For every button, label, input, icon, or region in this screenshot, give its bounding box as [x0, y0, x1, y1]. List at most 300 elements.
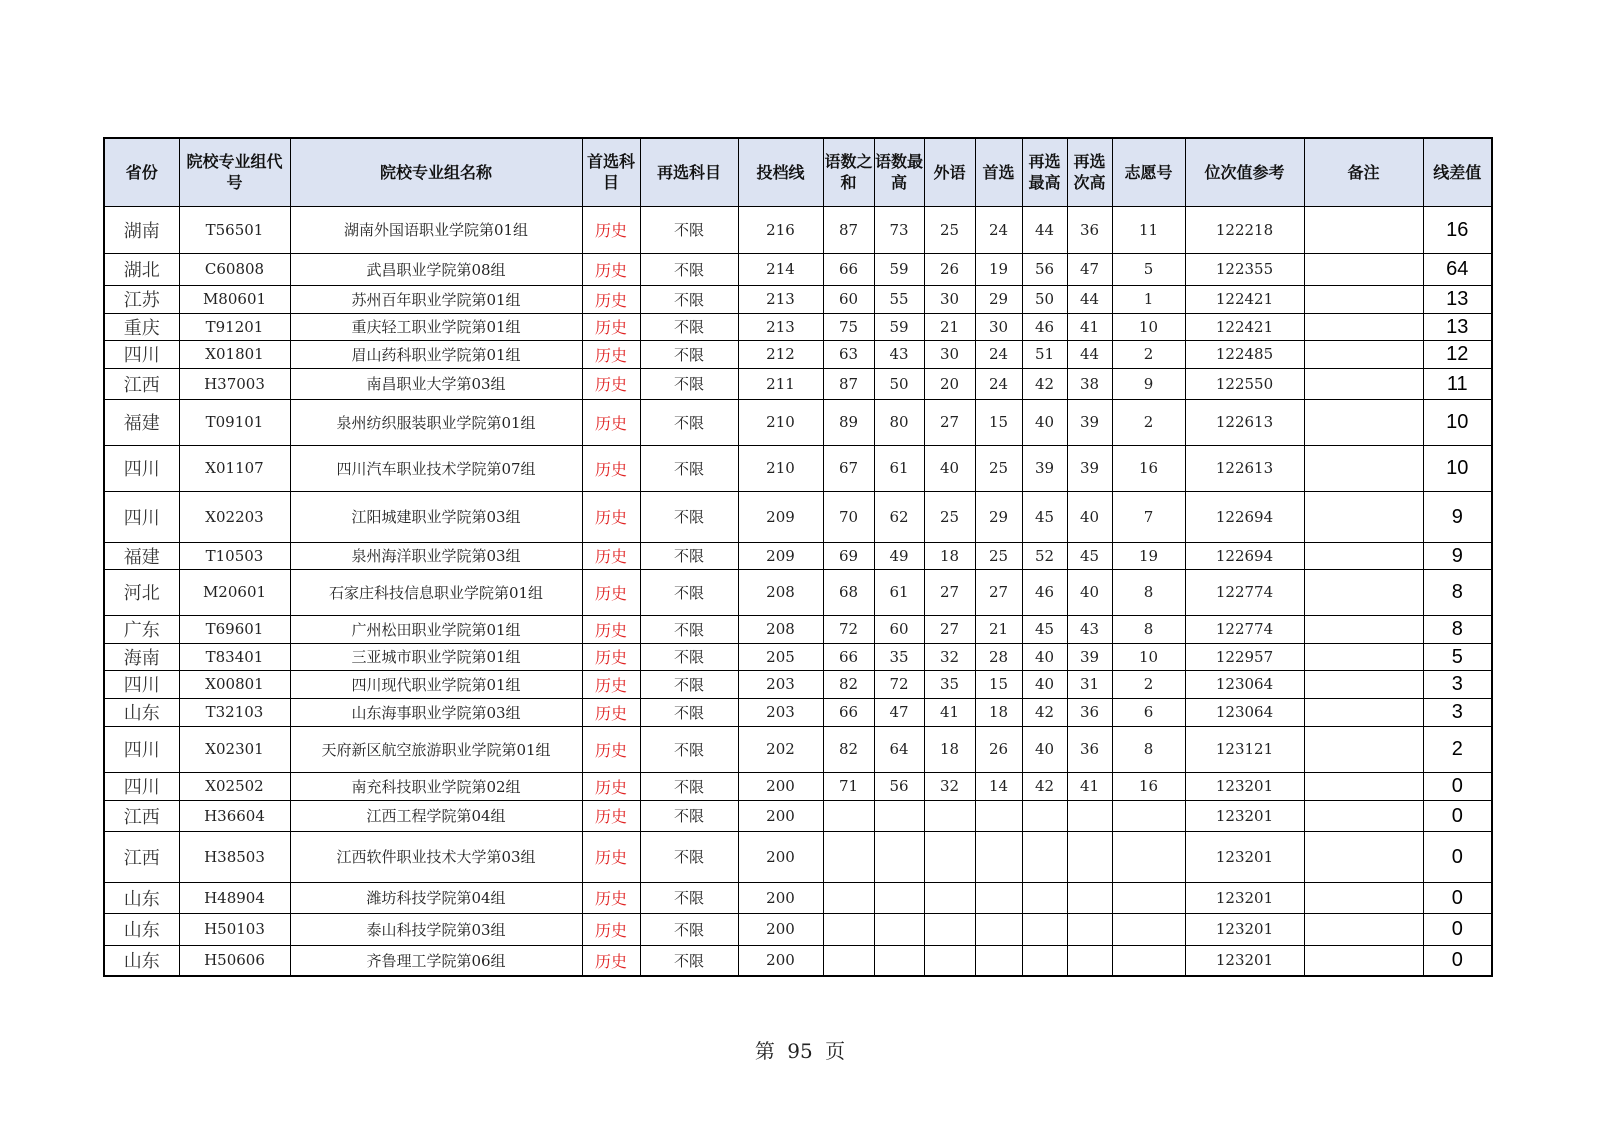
cell-group-name: 山东海事职业学院第03组	[290, 698, 582, 726]
header-first: 首选	[975, 138, 1022, 206]
cell-second-max: 46	[1022, 313, 1067, 340]
header-row	[104, 138, 1492, 206]
cell-yushu-max: 49	[874, 542, 924, 569]
cell-second-subject: 不限	[640, 206, 738, 253]
cell-second-next: 40	[1067, 569, 1112, 615]
cell-cutoff: 209	[738, 491, 823, 542]
cell-second-subject: 不限	[640, 643, 738, 670]
cell-second-subject: 不限	[640, 569, 738, 615]
cell-foreign: 41	[924, 698, 975, 726]
cell-province: 四川	[104, 670, 179, 698]
cell-yushu-sum: 66	[823, 698, 874, 726]
cell-rank-ref: 122957	[1185, 643, 1304, 670]
cell-group-code: M80601	[179, 285, 290, 313]
header-group-name: 院校专业组名称	[290, 138, 582, 206]
cell-second-next	[1067, 800, 1112, 831]
cell-first-subject: 历史	[582, 491, 640, 542]
cell-group-name: 江西软件职业技术大学第03组	[290, 831, 582, 882]
cell-second-subject: 不限	[640, 800, 738, 831]
cell-rank-ref: 122485	[1185, 340, 1304, 368]
cell-rank-ref: 123201	[1185, 800, 1304, 831]
cell-second-next: 36	[1067, 206, 1112, 253]
cell-province: 四川	[104, 491, 179, 542]
cell-yushu-max: 72	[874, 670, 924, 698]
cell-group-code: H37003	[179, 368, 290, 399]
cell-province: 海南	[104, 643, 179, 670]
cell-first-subject: 历史	[582, 340, 640, 368]
cell-line-diff: 0	[1423, 913, 1492, 945]
cell-group-code: X00801	[179, 670, 290, 698]
admission-table	[103, 137, 1493, 977]
cell-second-subject: 不限	[640, 615, 738, 643]
cell-second-max: 42	[1022, 698, 1067, 726]
cell-second-subject: 不限	[640, 285, 738, 313]
cell-cutoff: 200	[738, 831, 823, 882]
cell-second-subject: 不限	[640, 253, 738, 285]
cell-foreign: 32	[924, 643, 975, 670]
cell-yushu-max: 55	[874, 285, 924, 313]
cell-first-subject: 历史	[582, 772, 640, 800]
cell-cutoff: 202	[738, 726, 823, 772]
cell-choice-no	[1112, 913, 1185, 945]
cell-group-name: 广州松田职业学院第01组	[290, 615, 582, 643]
cell-remarks	[1304, 368, 1423, 399]
cell-group-name: 三亚城市职业学院第01组	[290, 643, 582, 670]
cell-remarks	[1304, 831, 1423, 882]
cell-rank-ref: 122355	[1185, 253, 1304, 285]
cell-group-name: 南充科技职业学院第02组	[290, 772, 582, 800]
cell-second-subject: 不限	[640, 542, 738, 569]
cell-second-subject: 不限	[640, 445, 738, 491]
cell-first: 28	[975, 643, 1022, 670]
cell-yushu-max	[874, 800, 924, 831]
cell-second-next: 39	[1067, 399, 1112, 445]
cell-cutoff: 200	[738, 945, 823, 976]
cell-choice-no: 11	[1112, 206, 1185, 253]
cell-foreign	[924, 945, 975, 976]
cell-second-subject: 不限	[640, 368, 738, 399]
cell-second-max: 44	[1022, 206, 1067, 253]
cell-rank-ref: 122613	[1185, 399, 1304, 445]
header-yushu-max: 语数最高	[874, 138, 924, 206]
cell-first-subject: 历史	[582, 445, 640, 491]
cell-province: 江西	[104, 800, 179, 831]
cell-rank-ref: 123201	[1185, 882, 1304, 913]
cell-remarks	[1304, 542, 1423, 569]
cell-yushu-sum: 63	[823, 340, 874, 368]
cell-group-name: 重庆轻工职业学院第01组	[290, 313, 582, 340]
cell-second-next: 36	[1067, 698, 1112, 726]
cell-line-diff: 9	[1423, 542, 1492, 569]
cell-choice-no: 8	[1112, 615, 1185, 643]
table-row	[104, 285, 1492, 313]
cell-yushu-max: 61	[874, 445, 924, 491]
cell-foreign: 35	[924, 670, 975, 698]
cell-remarks	[1304, 882, 1423, 913]
cell-yushu-sum: 69	[823, 542, 874, 569]
table-row	[104, 698, 1492, 726]
cell-line-diff: 0	[1423, 882, 1492, 913]
cell-line-diff: 0	[1423, 772, 1492, 800]
table-row	[104, 615, 1492, 643]
cell-remarks	[1304, 726, 1423, 772]
cell-second-next: 47	[1067, 253, 1112, 285]
cell-remarks	[1304, 800, 1423, 831]
cell-second-next: 31	[1067, 670, 1112, 698]
cell-foreign: 20	[924, 368, 975, 399]
cell-first-subject: 历史	[582, 945, 640, 976]
cell-yushu-sum: 87	[823, 368, 874, 399]
cell-second-max: 45	[1022, 491, 1067, 542]
cell-first-subject: 历史	[582, 368, 640, 399]
cell-yushu-sum	[823, 945, 874, 976]
cell-first: 25	[975, 542, 1022, 569]
cell-province: 湖北	[104, 253, 179, 285]
cell-group-code: X02502	[179, 772, 290, 800]
cell-yushu-sum: 66	[823, 253, 874, 285]
cell-rank-ref: 122218	[1185, 206, 1304, 253]
cell-foreign: 30	[924, 340, 975, 368]
cell-line-diff: 2	[1423, 726, 1492, 772]
cell-remarks	[1304, 698, 1423, 726]
header-choice-no: 志愿号	[1112, 138, 1185, 206]
cell-group-name: 湖南外国语职业学院第01组	[290, 206, 582, 253]
cell-first-subject: 历史	[582, 913, 640, 945]
cell-first: 27	[975, 569, 1022, 615]
cell-province: 湖南	[104, 206, 179, 253]
cell-first	[975, 945, 1022, 976]
cell-choice-no	[1112, 831, 1185, 882]
cell-line-diff: 3	[1423, 698, 1492, 726]
page-number: 第 95 页	[754, 1039, 846, 1063]
header-second-next: 再选次高	[1067, 138, 1112, 206]
cell-cutoff: 203	[738, 670, 823, 698]
cell-yushu-sum	[823, 831, 874, 882]
cell-remarks	[1304, 399, 1423, 445]
cell-line-diff: 13	[1423, 285, 1492, 313]
cell-yushu-max: 60	[874, 615, 924, 643]
cell-rank-ref: 123064	[1185, 670, 1304, 698]
cell-yushu-sum: 68	[823, 569, 874, 615]
cell-line-diff: 13	[1423, 313, 1492, 340]
cell-yushu-max: 56	[874, 772, 924, 800]
cell-rank-ref: 122421	[1185, 285, 1304, 313]
cell-line-diff: 3	[1423, 670, 1492, 698]
cell-second-subject: 不限	[640, 772, 738, 800]
cell-choice-no: 6	[1112, 698, 1185, 726]
cell-second-max: 45	[1022, 615, 1067, 643]
cell-rank-ref: 123201	[1185, 772, 1304, 800]
cell-second-subject: 不限	[640, 313, 738, 340]
cell-line-diff: 10	[1423, 399, 1492, 445]
table-row	[104, 368, 1492, 399]
cell-group-code: H38503	[179, 831, 290, 882]
cell-first: 19	[975, 253, 1022, 285]
cell-province: 四川	[104, 340, 179, 368]
cell-line-diff: 10	[1423, 445, 1492, 491]
cell-yushu-max: 62	[874, 491, 924, 542]
table-row	[104, 253, 1492, 285]
cell-cutoff: 208	[738, 615, 823, 643]
cell-second-next: 45	[1067, 542, 1112, 569]
cell-second-max: 40	[1022, 399, 1067, 445]
cell-remarks	[1304, 670, 1423, 698]
cell-choice-no: 2	[1112, 340, 1185, 368]
cell-first: 24	[975, 206, 1022, 253]
cell-first: 15	[975, 670, 1022, 698]
cell-second-subject: 不限	[640, 882, 738, 913]
cell-first: 26	[975, 726, 1022, 772]
cell-first: 21	[975, 615, 1022, 643]
cell-line-diff: 16	[1423, 206, 1492, 253]
table-row	[104, 445, 1492, 491]
cell-first: 24	[975, 340, 1022, 368]
cell-rank-ref: 122774	[1185, 615, 1304, 643]
cell-group-code: T91201	[179, 313, 290, 340]
cell-first: 29	[975, 491, 1022, 542]
header-rank-ref: 位次值参考	[1185, 138, 1304, 206]
cell-line-diff: 9	[1423, 491, 1492, 542]
cell-group-name: 泉州海洋职业学院第03组	[290, 542, 582, 569]
cell-second-subject: 不限	[640, 698, 738, 726]
cell-foreign: 18	[924, 542, 975, 569]
cell-first-subject: 历史	[582, 542, 640, 569]
header-second-subject: 再选科目	[640, 138, 738, 206]
cell-second-max: 46	[1022, 569, 1067, 615]
cell-first-subject: 历史	[582, 831, 640, 882]
header-second-max: 再选最高	[1022, 138, 1067, 206]
cell-second-max	[1022, 800, 1067, 831]
table-row	[104, 491, 1492, 542]
cell-remarks	[1304, 913, 1423, 945]
cell-province: 四川	[104, 772, 179, 800]
cell-first-subject: 历史	[582, 253, 640, 285]
table-row	[104, 569, 1492, 615]
cell-second-subject: 不限	[640, 913, 738, 945]
cell-province: 福建	[104, 399, 179, 445]
cell-group-code: H50103	[179, 913, 290, 945]
cell-group-name: 泰山科技学院第03组	[290, 913, 582, 945]
cell-second-next: 41	[1067, 772, 1112, 800]
cell-cutoff: 212	[738, 340, 823, 368]
cell-foreign: 30	[924, 285, 975, 313]
cell-cutoff: 216	[738, 206, 823, 253]
cell-first: 18	[975, 698, 1022, 726]
cell-second-max	[1022, 945, 1067, 976]
cell-yushu-max: 43	[874, 340, 924, 368]
cell-group-code: T32103	[179, 698, 290, 726]
cell-yushu-sum: 82	[823, 670, 874, 698]
cell-choice-no: 5	[1112, 253, 1185, 285]
cell-province: 山东	[104, 698, 179, 726]
cell-group-name: 泉州纺织服装职业学院第01组	[290, 399, 582, 445]
cell-province: 江西	[104, 368, 179, 399]
cell-second-max: 40	[1022, 670, 1067, 698]
header-yushu-sum: 语数之和	[823, 138, 874, 206]
cell-rank-ref: 123201	[1185, 945, 1304, 976]
table-row	[104, 882, 1492, 913]
cell-foreign: 26	[924, 253, 975, 285]
cell-second-subject: 不限	[640, 340, 738, 368]
cell-yushu-max	[874, 882, 924, 913]
cell-rank-ref: 123121	[1185, 726, 1304, 772]
cell-choice-no: 8	[1112, 569, 1185, 615]
cell-second-subject: 不限	[640, 945, 738, 976]
cell-second-next: 36	[1067, 726, 1112, 772]
cell-foreign	[924, 800, 975, 831]
cell-second-subject: 不限	[640, 726, 738, 772]
cell-second-next: 44	[1067, 340, 1112, 368]
cell-province: 四川	[104, 445, 179, 491]
table-row	[104, 726, 1492, 772]
header-group-code: 院校专业组代号	[179, 138, 290, 206]
cell-remarks	[1304, 285, 1423, 313]
cell-line-diff: 5	[1423, 643, 1492, 670]
cell-yushu-max: 80	[874, 399, 924, 445]
cell-yushu-max	[874, 831, 924, 882]
cell-province: 河北	[104, 569, 179, 615]
table-body	[104, 206, 1492, 976]
cell-second-next: 44	[1067, 285, 1112, 313]
table-row	[104, 772, 1492, 800]
cell-group-code: T69601	[179, 615, 290, 643]
cell-yushu-sum: 72	[823, 615, 874, 643]
cell-second-max: 42	[1022, 368, 1067, 399]
cell-foreign: 40	[924, 445, 975, 491]
cell-yushu-sum: 89	[823, 399, 874, 445]
cell-second-subject: 不限	[640, 399, 738, 445]
cell-cutoff: 200	[738, 882, 823, 913]
cell-group-code: H36604	[179, 800, 290, 831]
cell-foreign: 18	[924, 726, 975, 772]
cell-province: 山东	[104, 882, 179, 913]
cell-cutoff: 200	[738, 913, 823, 945]
cell-province: 江西	[104, 831, 179, 882]
cell-cutoff: 208	[738, 569, 823, 615]
cell-choice-no: 10	[1112, 313, 1185, 340]
cell-foreign: 25	[924, 206, 975, 253]
cell-rank-ref: 122613	[1185, 445, 1304, 491]
cell-group-name: 江西工程学院第04组	[290, 800, 582, 831]
table-row	[104, 800, 1492, 831]
cell-line-diff: 0	[1423, 800, 1492, 831]
cell-cutoff: 210	[738, 399, 823, 445]
cell-remarks	[1304, 615, 1423, 643]
cell-group-code: T10503	[179, 542, 290, 569]
cell-second-max: 42	[1022, 772, 1067, 800]
cell-first-subject: 历史	[582, 206, 640, 253]
cell-choice-no: 1	[1112, 285, 1185, 313]
cell-first-subject: 历史	[582, 569, 640, 615]
cell-yushu-sum: 70	[823, 491, 874, 542]
cell-second-next: 43	[1067, 615, 1112, 643]
cell-second-subject: 不限	[640, 670, 738, 698]
table-row	[104, 340, 1492, 368]
cell-remarks	[1304, 445, 1423, 491]
cell-choice-no: 7	[1112, 491, 1185, 542]
cell-choice-no: 9	[1112, 368, 1185, 399]
cell-choice-no: 16	[1112, 772, 1185, 800]
cell-first-subject: 历史	[582, 399, 640, 445]
cell-foreign: 27	[924, 615, 975, 643]
cell-yushu-max: 73	[874, 206, 924, 253]
cell-rank-ref: 123201	[1185, 913, 1304, 945]
cell-rank-ref: 122774	[1185, 569, 1304, 615]
cell-group-code: H48904	[179, 882, 290, 913]
cell-rank-ref: 122550	[1185, 368, 1304, 399]
header-cutoff: 投档线	[738, 138, 823, 206]
cell-remarks	[1304, 313, 1423, 340]
cell-first-subject: 历史	[582, 800, 640, 831]
cell-first-subject: 历史	[582, 726, 640, 772]
header-line-diff: 线差值	[1423, 138, 1492, 206]
cell-yushu-sum: 66	[823, 643, 874, 670]
cell-second-max: 39	[1022, 445, 1067, 491]
cell-yushu-sum: 82	[823, 726, 874, 772]
cell-second-next	[1067, 945, 1112, 976]
cell-yushu-max: 64	[874, 726, 924, 772]
cell-cutoff: 213	[738, 285, 823, 313]
cell-group-code: X02301	[179, 726, 290, 772]
cell-rank-ref: 123064	[1185, 698, 1304, 726]
cell-line-diff: 8	[1423, 569, 1492, 615]
cell-yushu-sum: 87	[823, 206, 874, 253]
cell-group-name: 四川汽车职业技术学院第07组	[290, 445, 582, 491]
cell-group-code: T09101	[179, 399, 290, 445]
cell-yushu-sum	[823, 882, 874, 913]
cell-choice-no	[1112, 945, 1185, 976]
cell-second-max: 50	[1022, 285, 1067, 313]
cell-line-diff: 11	[1423, 368, 1492, 399]
cell-yushu-sum	[823, 913, 874, 945]
cell-foreign: 32	[924, 772, 975, 800]
cell-remarks	[1304, 945, 1423, 976]
cell-yushu-max: 47	[874, 698, 924, 726]
cell-group-code: C60808	[179, 253, 290, 285]
cell-choice-no: 2	[1112, 670, 1185, 698]
cell-group-name: 潍坊科技学院第04组	[290, 882, 582, 913]
cell-group-code: X01801	[179, 340, 290, 368]
cell-province: 山东	[104, 945, 179, 976]
cell-group-code: T83401	[179, 643, 290, 670]
cell-first: 25	[975, 445, 1022, 491]
cell-choice-no: 16	[1112, 445, 1185, 491]
cell-second-max	[1022, 831, 1067, 882]
cell-group-name: 江阳城建职业学院第03组	[290, 491, 582, 542]
cell-foreign	[924, 831, 975, 882]
cell-group-name: 苏州百年职业学院第01组	[290, 285, 582, 313]
cell-province: 江苏	[104, 285, 179, 313]
cell-group-name: 南昌职业大学第03组	[290, 368, 582, 399]
cell-yushu-max: 59	[874, 313, 924, 340]
cell-first: 14	[975, 772, 1022, 800]
header-province: 省份	[104, 138, 179, 206]
cell-choice-no: 10	[1112, 643, 1185, 670]
cell-first-subject: 历史	[582, 615, 640, 643]
table-row	[104, 945, 1492, 976]
table-row	[104, 399, 1492, 445]
cell-second-max: 52	[1022, 542, 1067, 569]
header-foreign: 外语	[924, 138, 975, 206]
cell-province: 福建	[104, 542, 179, 569]
cell-group-code: X01107	[179, 445, 290, 491]
cell-group-name: 石家庄科技信息职业学院第01组	[290, 569, 582, 615]
cell-first: 30	[975, 313, 1022, 340]
cell-rank-ref: 122694	[1185, 542, 1304, 569]
cell-line-diff: 8	[1423, 615, 1492, 643]
cell-line-diff: 0	[1423, 831, 1492, 882]
cell-second-next: 40	[1067, 491, 1112, 542]
